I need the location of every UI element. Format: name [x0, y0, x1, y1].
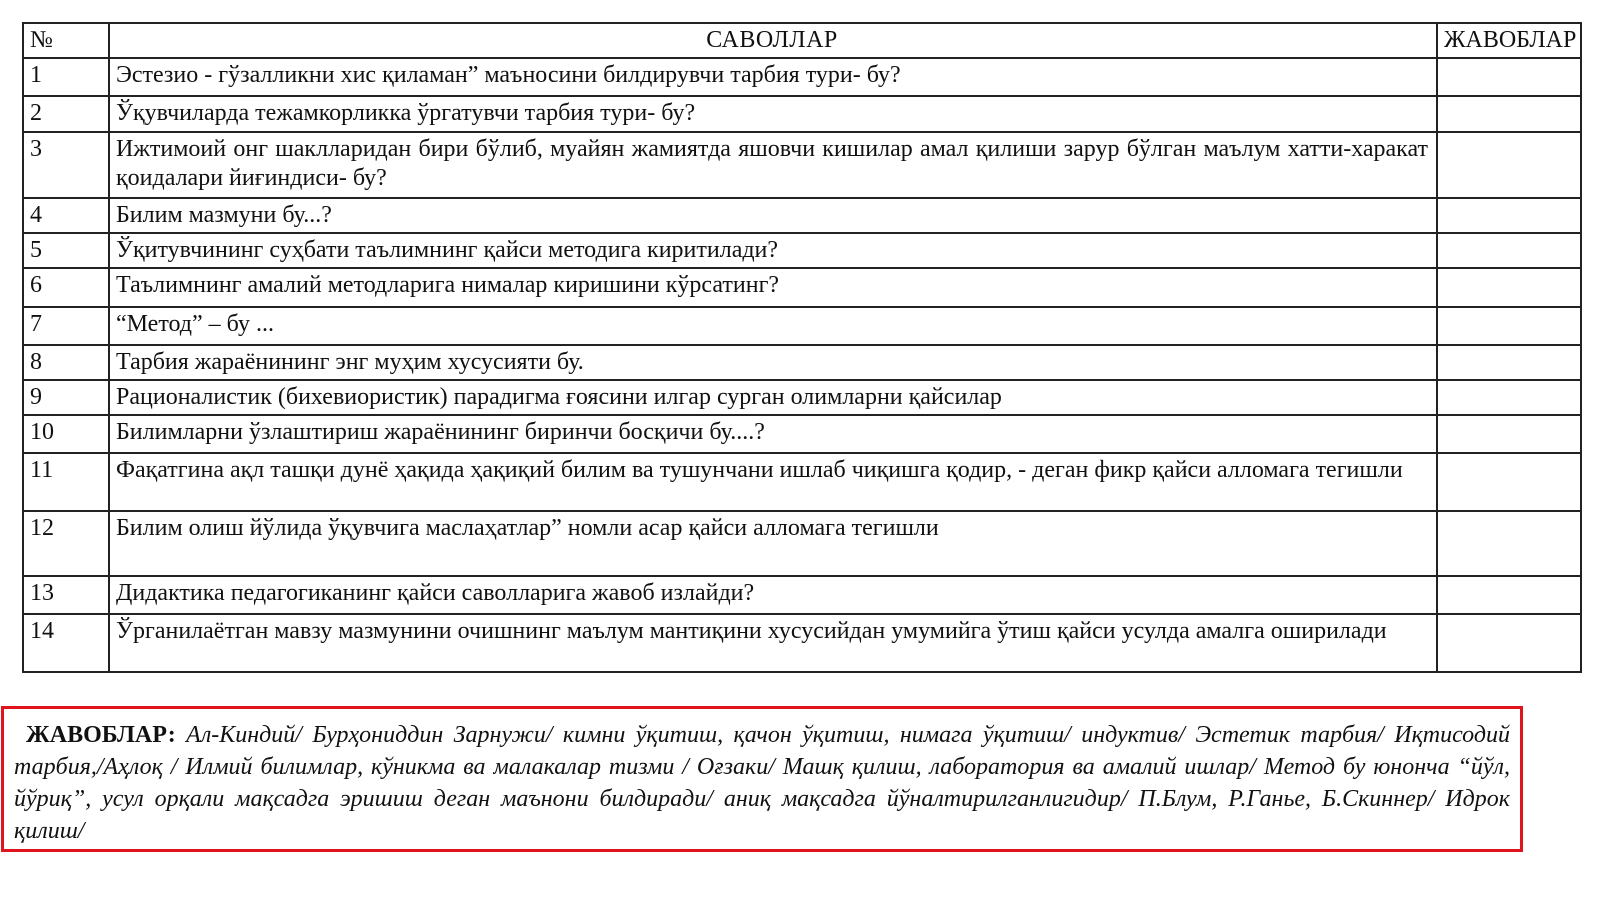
answers-column-header: ЖАВОБЛАР [1437, 23, 1581, 58]
question-text: Билим мазмуни бу...? [109, 198, 1437, 233]
answer-cell[interactable] [1437, 198, 1581, 233]
table-row [23, 511, 1581, 576]
question-number: 2 [23, 96, 109, 132]
answer-cell[interactable] [1437, 96, 1581, 132]
answer-cell[interactable] [1437, 415, 1581, 453]
answer-cell[interactable] [1437, 453, 1581, 511]
question-number: 14 [23, 614, 109, 672]
question-text: Дидактика педагогиканинг қайси саволларига жавоб излайди? [109, 576, 1437, 614]
question-text: Билимларни ўзлаштириш жараёнининг биринчи босқичи бу....? [109, 415, 1437, 453]
table-row [23, 614, 1581, 672]
table-row [23, 415, 1581, 453]
answer-cell[interactable] [1437, 268, 1581, 307]
question-text: Ўқитувчининг суҳбати таълимнинг қайси методига киритилади? [109, 233, 1437, 268]
answer-cell[interactable] [1437, 614, 1581, 672]
table-row [23, 307, 1581, 345]
question-text: “Метод” – бу ... [109, 307, 1437, 345]
question-text: Эстезио - гўзалликни хис қиламан” маъносини билдирувчи тарбия тури- бу? [109, 58, 1437, 96]
table-row [23, 58, 1581, 96]
question-text: Фақатгина ақл ташқи дунё ҳақида ҳақиқий билим ва тушунчани ишлаб чиқишга қодир, - деган фикр қайси алломага тегишли [109, 453, 1437, 511]
question-number: 5 [23, 233, 109, 268]
question-number: 13 [23, 576, 109, 614]
questions-column-header: САВОЛЛАР [109, 23, 1437, 58]
question-text: Ўрганилаётган мавзу мазмунини очишнинг маълум мантиқини хусусийдан умумийга ўтиш қайси усулда амалга оширилади [109, 614, 1437, 672]
answers-label: ЖАВОБЛАР: [26, 722, 176, 748]
question-number: 7 [23, 307, 109, 345]
table-row [23, 198, 1581, 233]
question-text: Таълимнинг амалий методларига нималар киришини кўрсатинг? [109, 268, 1437, 307]
table-row [23, 576, 1581, 614]
question-number: 10 [23, 415, 109, 453]
answer-cell[interactable] [1437, 511, 1581, 576]
table-row [23, 453, 1581, 511]
table-row [23, 268, 1581, 307]
answer-cell[interactable] [1437, 307, 1581, 345]
table-row [23, 345, 1581, 380]
question-number: 1 [23, 58, 109, 96]
questions-table [22, 22, 1582, 673]
answer-cell[interactable] [1437, 345, 1581, 380]
question-number: 6 [23, 268, 109, 307]
table-row [23, 96, 1581, 132]
table-header-row [23, 23, 1581, 58]
answers-text: Ал-Киндий/ Бурҳониддин Зарнужи/ кимни ўқитиш, қачон ўқитиш, нимага ўқитиш/ индуктив/ Эстетик тарбия/ Иқтисодий тарбия,/Аҳлоқ / Илмий билимлар, кўникма ва малакалар тизми / Оғзаки/ Машқ қилиш, лаборатория ва амалий ишлар/ Метод бу юнонча “йўл, йўриқ”, усул орқали мақсадга эришиш деган маънони билдиради/ аниқ мақсадга йўналтирилганлигидир/ П.Блум, Р.Ганье, Б.Скиннер/ Идрок қилиш/ [14, 722, 1511, 844]
question-number: 3 [23, 132, 109, 198]
answer-cell[interactable] [1437, 380, 1581, 415]
answer-cell[interactable] [1437, 58, 1581, 96]
question-text: Ўқувчиларда тежамкорликка ўргатувчи тарбия тури- бу? [109, 96, 1437, 132]
answer-cell[interactable] [1437, 132, 1581, 198]
table-row [23, 132, 1581, 198]
question-text: Тарбия жараёнининг энг муҳим хусусияти бу. [109, 345, 1437, 380]
answer-cell[interactable] [1437, 576, 1581, 614]
question-text: Билим олиш йўлида ўқувчига маслаҳатлар” номли асар қайси алломага тегишли [109, 511, 1437, 576]
answers-box [1, 706, 1523, 852]
table-row [23, 233, 1581, 268]
question-text: Рационалистик (бихевиористик) парадигма ғоясини илгар сурган олимларни қайсилар [109, 380, 1437, 415]
question-number: 9 [23, 380, 109, 415]
question-text: Ижтимоий онг шаклларидан бири бўлиб, муайян жамиятда яшовчи кишилар амал қилиши зарур бўлган маълум хатти-харакат қоидалари йиғиндиси- бу? [109, 132, 1437, 198]
table-row [23, 380, 1581, 415]
question-number: 11 [23, 453, 109, 511]
question-number: 12 [23, 511, 109, 576]
question-number: 4 [23, 198, 109, 233]
answer-cell[interactable] [1437, 233, 1581, 268]
number-column-header: № [23, 23, 109, 58]
question-number: 8 [23, 345, 109, 380]
